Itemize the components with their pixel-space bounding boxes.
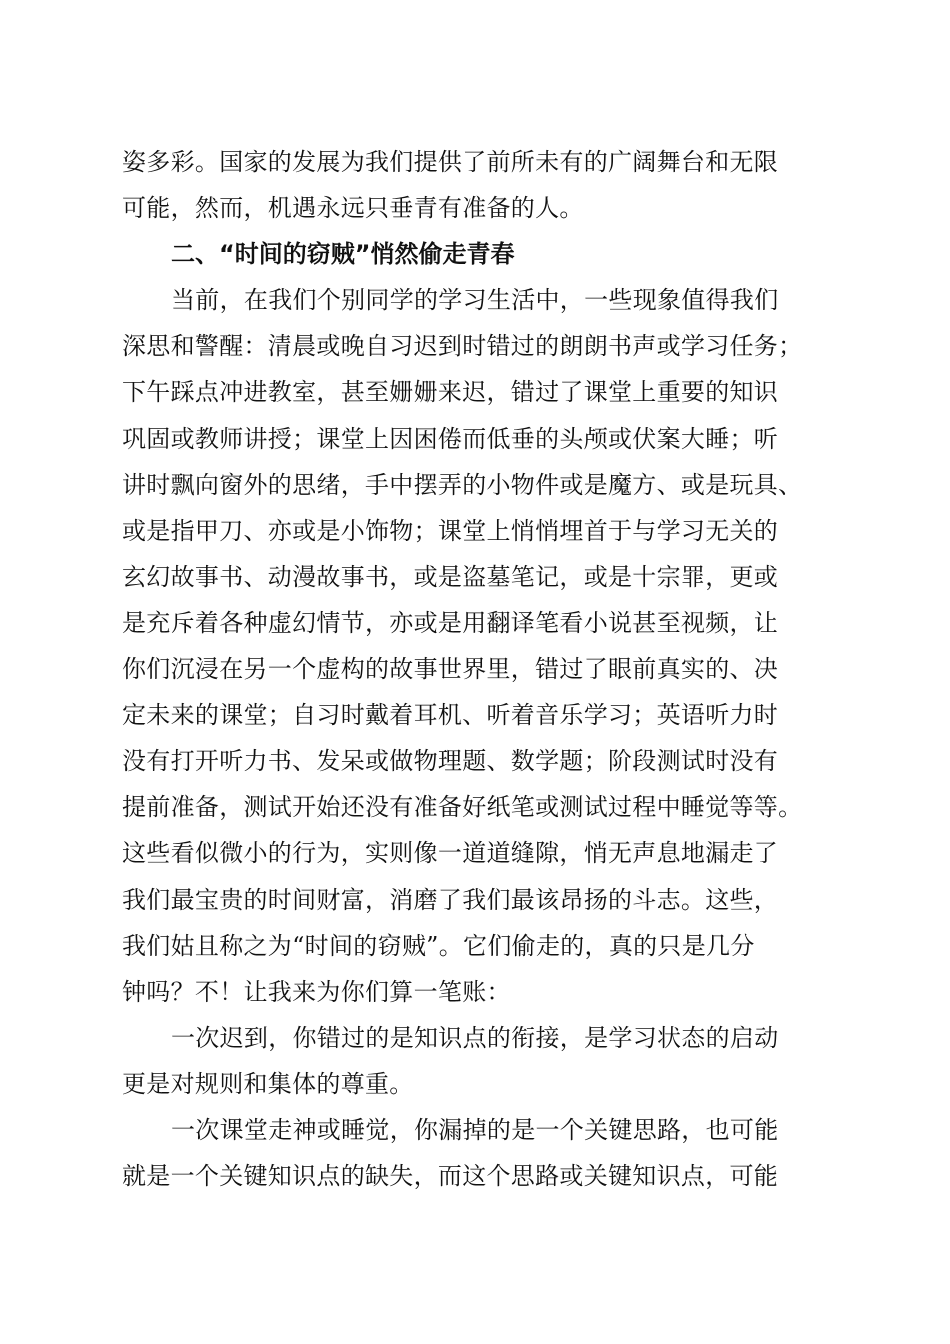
text-line: 定未来的课堂；自习时戴着耳机、听着音乐学习；英语听力时 [122,701,779,730]
text-line: 没有打开听力书、发呆或做物理题、数学题；阶段测试时没有 [122,747,779,776]
text-line: 下午踩点冲进教室，甚至姗姗来迟，错过了课堂上重要的知识 [122,378,779,407]
text-line: 姿多彩。国家的发展为我们提供了前所未有的广阔舞台和无限 [122,148,779,176]
text-line: 讲时飘向窗外的思绪，手中摆弄的小物件或是魔方、或是玩具、 [122,470,803,499]
text-line: 钟吗？不！让我来为你们算一笔账： [122,977,511,1006]
text-line: 可能，然而，机遇永远只垂青有准备的人。 [122,194,584,223]
text-line: 提前准备，测试开始还没有准备好纸笔或测试过程中睡觉等等。 [122,793,803,822]
section-heading: 二、“时间的窃贼”悄然偷走青春 [171,240,515,269]
text-line: 巩固或教师讲授；课堂上因困倦而低垂的头颅或伏案大睡；听 [122,424,779,453]
text-line: 我们最宝贵的时间财富，消磨了我们最该昂扬的斗志。这些， [122,885,779,914]
text-line: 就是一个关键知识点的缺失，而这个思路或关键知识点，可能 [122,1162,779,1191]
text-line: 深思和警醒：清晨或晚自习迟到时错过的朗朗书声或学习任务； [122,332,803,361]
text-line: 我们姑且称之为“时间的窃贼”。它们偷走的，真的只是几分 [122,931,755,960]
text-line: 更是对规则和集体的尊重。 [122,1069,414,1098]
text-line: 是充斥着各种虚幻情节，亦或是用翻译笔看小说甚至视频，让 [122,608,779,637]
text-line: 一次迟到，你错过的是知识点的衔接，是学习状态的启动 [171,1023,779,1052]
text-line: 你们沉浸在另一个虚构的故事世界里，错过了眼前真实的、决 [122,655,779,684]
text-line: 当前，在我们个别同学的学习生活中，一些现象值得我们 [171,286,779,315]
text-line: 这些看似微小的行为，实则像一道道缝隙，悄无声息地漏走了 [122,839,779,868]
text-line: 玄幻故事书、动漫故事书，或是盗墓笔记，或是十宗罪，更或 [122,562,779,591]
document-body [122,139,842,1199]
text-line: 一次课堂走神或睡觉，你漏掉的是一个关键思路，也可能 [171,1115,779,1144]
text-line: 或是指甲刀、亦或是小饰物；课堂上悄悄埋首于与学习无关的 [122,516,779,545]
